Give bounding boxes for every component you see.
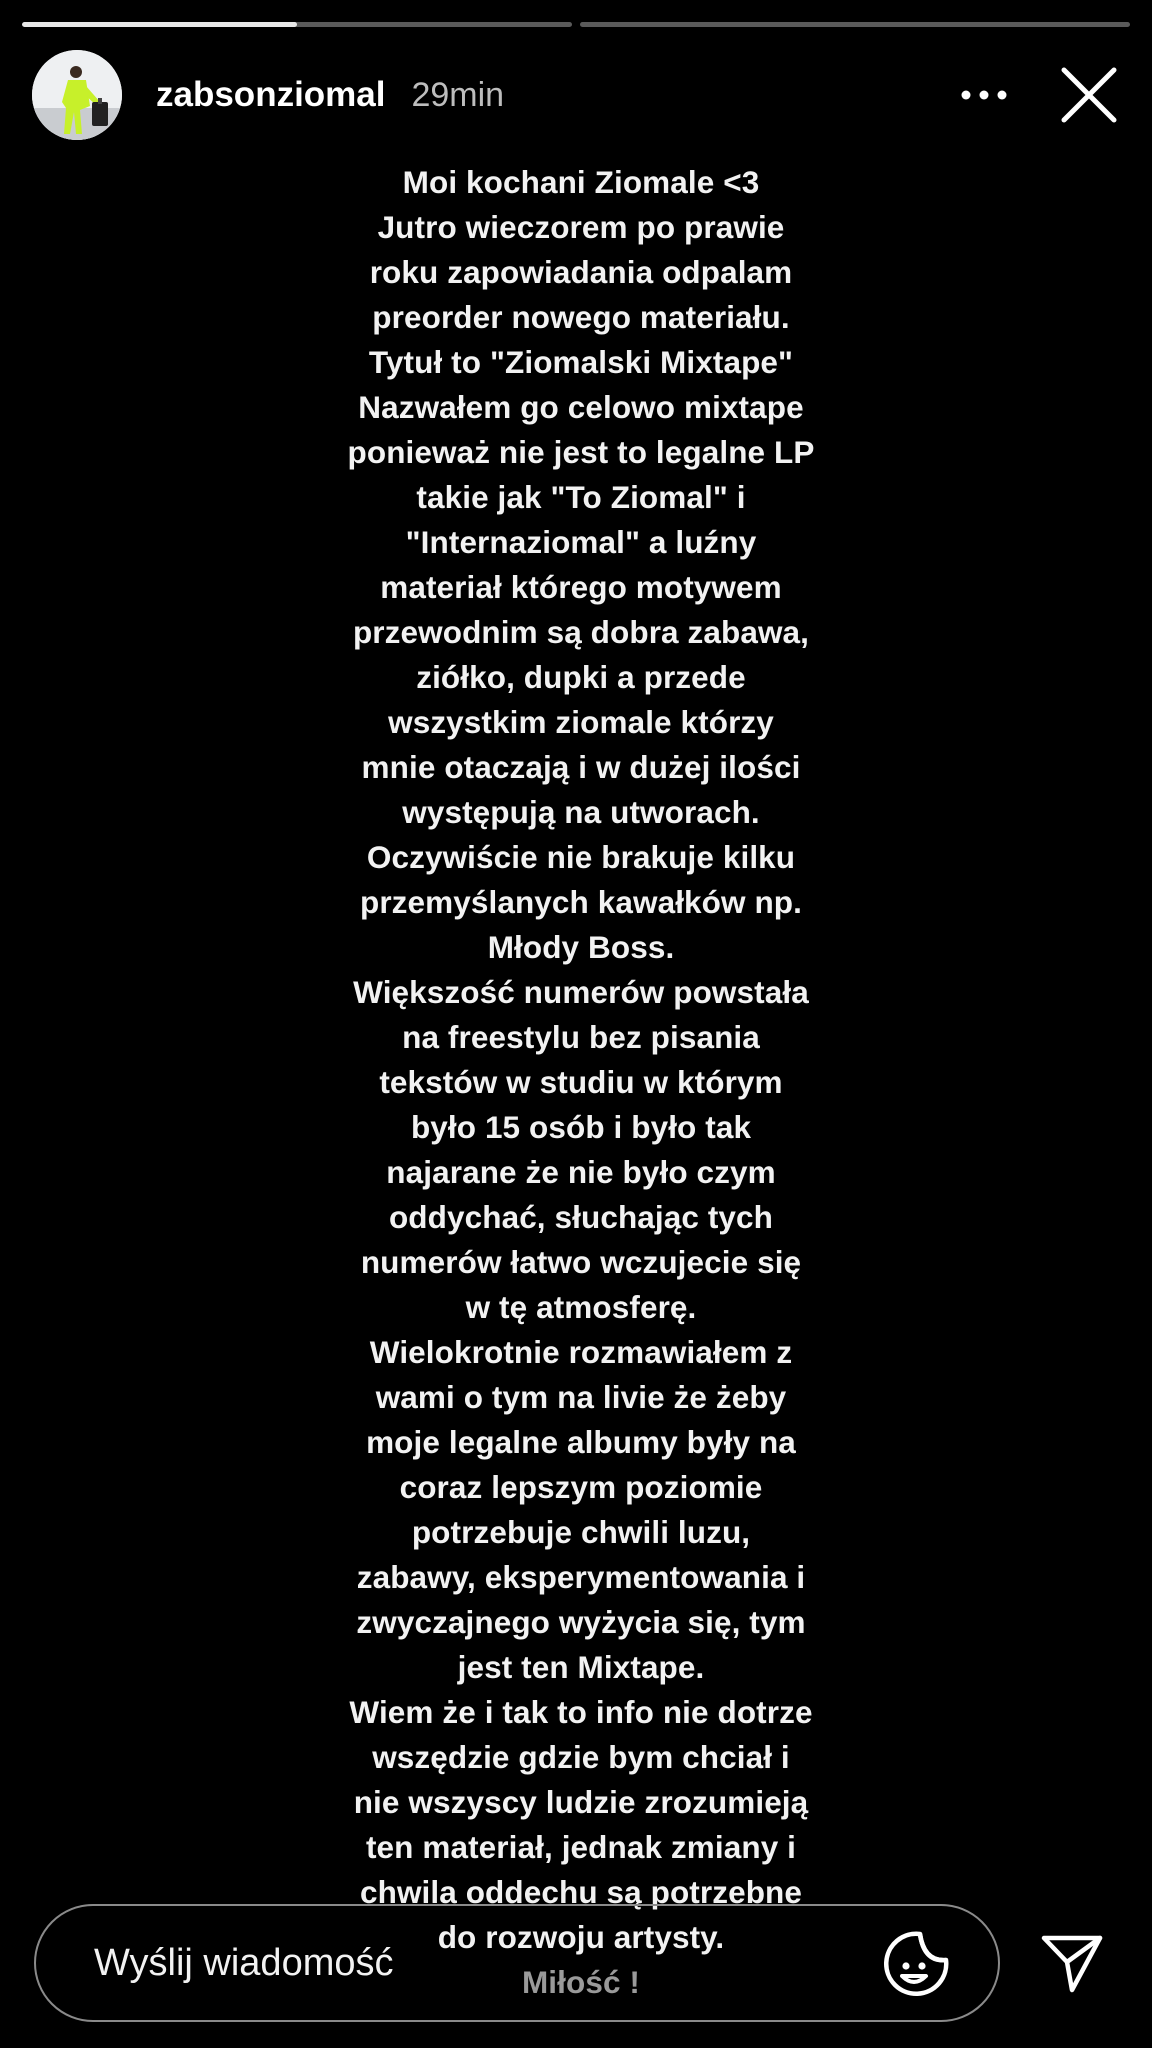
progress-fill-1 [22, 22, 297, 27]
story-text-line: najarane że nie było czym [386, 1154, 776, 1190]
message-input[interactable] [94, 1926, 814, 2000]
story-text-line: "Internaziomal" a luźny [405, 524, 757, 560]
story-text-line: mnie otaczają i w dużej ilości [361, 749, 801, 785]
progress-segment-2 [580, 22, 1130, 27]
story-text-line: Wielokrotnie rozmawiałem z [369, 1334, 793, 1370]
story-text-line: Większość numerów powstała [353, 974, 809, 1010]
story-text-line: wszędzie gdzie bym chciał i [372, 1739, 790, 1775]
sticker-face-icon [880, 1928, 952, 2000]
story-text-line: zwyczajnego wyżycia się, tym [356, 1604, 806, 1640]
story-text-line: na freestylu bez pisania [402, 1019, 760, 1055]
story-text-line: preorder nowego materiału. [372, 299, 790, 335]
story-header [32, 50, 1124, 140]
story-text-line: Miłość ! [521, 1964, 641, 2000]
story-text-line: ziółko, dupki a przede [416, 659, 746, 695]
story-text-line: numerów łatwo wczujecie się [360, 1244, 802, 1280]
story-text-line: chwila oddechu są potrzebne [359, 1874, 803, 1910]
story-text-line: Oczywiście nie brakuje kilku [366, 839, 796, 875]
story-text-line: było 15 osób i było tak [410, 1109, 752, 1145]
story-text-line: Jutro wieczorem po prawie [377, 209, 785, 245]
story-text-line: zabawy, eksperymentowania i [356, 1559, 806, 1595]
story-text-line: materiał którego motywem [380, 569, 782, 605]
close-button[interactable] [1054, 60, 1124, 130]
story-text-line: tekstów w studiu w którym [379, 1064, 783, 1100]
reply-bar [34, 1904, 1000, 2022]
avatar-image [32, 50, 122, 140]
progress-segment-1 [22, 22, 572, 27]
story-text-line: występują na utworach. [402, 794, 760, 830]
username[interactable]: zabsonziomal [156, 75, 386, 114]
story-text-line: ten materiał, jednak zmiany i [365, 1829, 797, 1865]
avatar[interactable] [32, 50, 122, 140]
story-text-line: moje legalne albumy były na [366, 1424, 796, 1460]
story-text-line: Moi kochani Ziomale <3 [402, 164, 760, 200]
story-text-line: jest ten Mixtape. [457, 1649, 705, 1685]
story-text-line: Nazwałem go celowo mixtape [358, 389, 804, 425]
more-options-button[interactable] [954, 65, 1014, 125]
story-text-line: do rozwoju artysty. [437, 1919, 725, 1955]
send-button[interactable] [1038, 1928, 1106, 1996]
story-text-line: oddychać, słuchając tych [388, 1199, 774, 1235]
story-text-line: Młody Boss. [487, 929, 675, 965]
send-paper-plane-icon [1038, 1928, 1106, 1996]
close-x-icon [1060, 66, 1118, 124]
story-text-line: przemyślanych kawałków np. [359, 884, 802, 920]
story-text-line: nie wszyscy ludzie zrozumieją [353, 1784, 809, 1820]
story-text-line: wami o tym na livie że żeby [375, 1379, 787, 1415]
story-text-line: w tę atmosferę. [465, 1289, 697, 1325]
story-text-line: roku zapowiadania odpalam [369, 254, 793, 290]
story-text-line: przewodnim są dobra zabawa, [352, 614, 810, 650]
story-text [276, 160, 886, 2005]
story-text-line: ponieważ nie jest to legalne LP [347, 434, 815, 470]
story-text-line: Tytuł to "Ziomalski Mixtape" [368, 344, 794, 380]
story-text-line: takie jak "To Ziomal" i [416, 479, 746, 515]
story-text-line: wszystkim ziomale którzy [388, 704, 774, 740]
more-dots-icon [960, 89, 1008, 101]
story-text-line: potrzebuje chwili luzu, [411, 1514, 751, 1550]
story-text-line: Wiem że i tak to info nie dotrze [349, 1694, 813, 1730]
sticker-button[interactable] [880, 1928, 952, 2000]
story-progress-bar [22, 22, 1130, 27]
story-text-line: coraz lepszym poziomie [399, 1469, 763, 1505]
post-time: 29min [411, 75, 505, 114]
